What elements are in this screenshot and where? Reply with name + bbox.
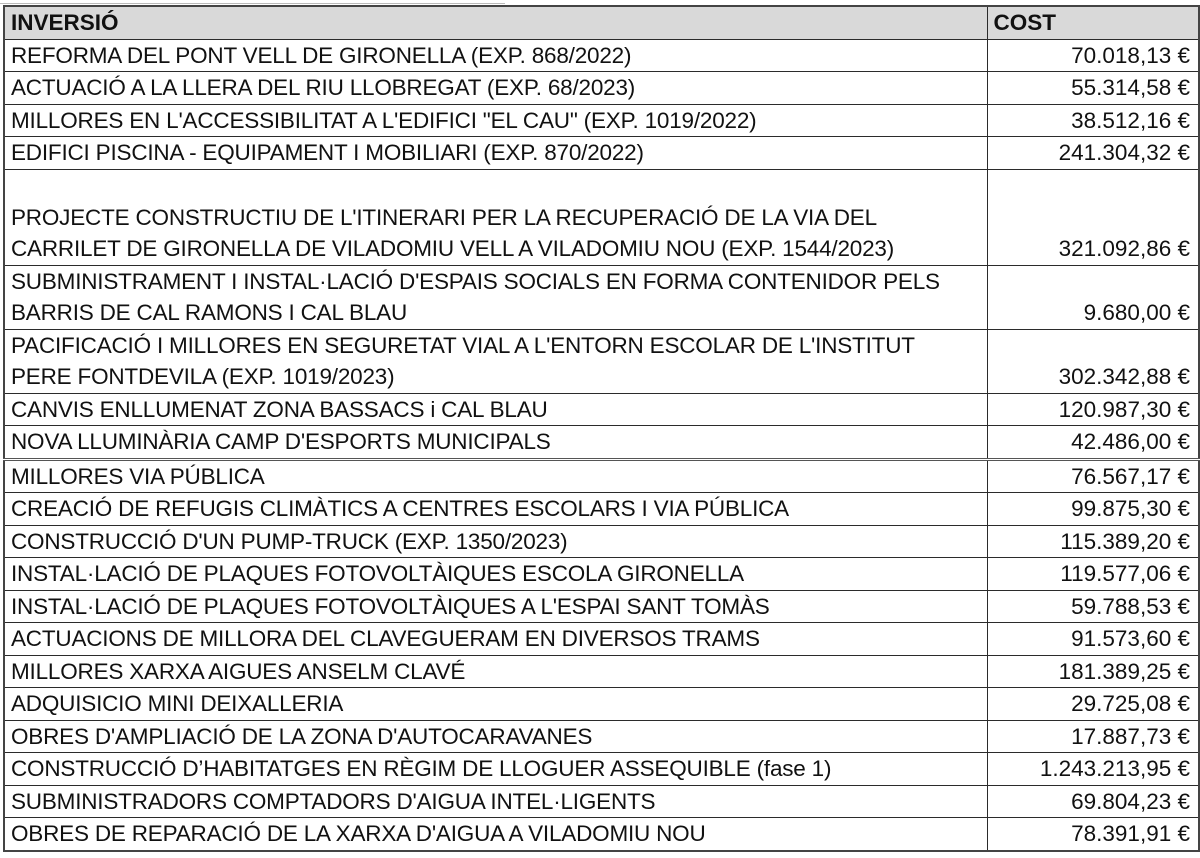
investment-cell: CONSTRUCCIÓ D’HABITATGES EN RÈGIM DE LLOGUER ASSEQUIBLE (fase 1) [4, 753, 987, 786]
cost-cell: 321.092,86 € [987, 169, 1199, 265]
cost-cell: 302.342,88 € [987, 329, 1199, 393]
investment-cell: CANVIS ENLLUMENAT ZONA BASSACS i CAL BLAU [4, 393, 987, 426]
table-row [4, 72, 1199, 105]
table-row [4, 558, 1199, 591]
cost-cell: 181.389,25 € [987, 655, 1199, 688]
table-row [4, 137, 1199, 170]
investment-cell: INSTAL·LACIÓ DE PLAQUES FOTOVOLTÀIQUES A L'ESPAI SANT TOMÀS [4, 590, 987, 623]
investment-cell: MILLORES VIA PÚBLICA [4, 459, 987, 493]
cost-cell: 115.389,20 € [987, 525, 1199, 558]
investment-cell: CREACIÓ DE REFUGIS CLIMÀTICS A CENTRES ESCOLARS I VIA PÚBLICA [4, 493, 987, 526]
cost-cell: 78.391,91 € [987, 818, 1199, 851]
investment-cell: CONSTRUCCIÓ D'UN PUMP-TRUCK (EXP. 1350/2023) [4, 525, 987, 558]
investment-cell: NOVA LLUMINÀRIA CAMP D'ESPORTS MUNICIPALS [4, 426, 987, 460]
table-row [4, 393, 1199, 426]
table-row [4, 104, 1199, 137]
table-row [4, 818, 1199, 851]
cost-cell: 241.304,32 € [987, 137, 1199, 170]
cost-cell: 99.875,30 € [987, 493, 1199, 526]
table-row [4, 655, 1199, 688]
table-row [4, 785, 1199, 818]
table-row [4, 590, 1199, 623]
cost-cell: 17.887,73 € [987, 720, 1199, 753]
table-row [4, 493, 1199, 526]
investment-cell: OBRES DE REPARACIÓ DE LA XARXA D'AIGUA A VILADOMIU NOU [4, 818, 987, 851]
cost-cell: 59.788,53 € [987, 590, 1199, 623]
top-divider [0, 0, 505, 4]
table-row [4, 623, 1199, 656]
cost-cell: 120.987,30 € [987, 393, 1199, 426]
table-row [4, 459, 1199, 493]
cost-cell: 69.804,23 € [987, 785, 1199, 818]
cost-cell: 38.512,16 € [987, 104, 1199, 137]
investment-cell: EDIFICI PISCINA - EQUIPAMENT I MOBILIARI (EXP. 870/2022) [4, 137, 987, 170]
table-row [4, 688, 1199, 721]
investment-cell: REFORMA DEL PONT VELL DE GIRONELLA (EXP. 868/2022) [4, 39, 987, 72]
cost-cell: 76.567,17 € [987, 459, 1199, 493]
table-row [4, 169, 1199, 265]
table-row [4, 39, 1199, 72]
investment-cell: SUBMINISTRAMENT I INSTAL·LACIÓ D'ESPAIS SOCIALS EN FORMA CONTENIDOR PELS BARRIS DE CAL RAMONS I CAL BLAU [4, 265, 987, 329]
header-cost: COST [987, 6, 1199, 39]
investment-cell: INSTAL·LACIÓ DE PLAQUES FOTOVOLTÀIQUES ESCOLA GIRONELLA [4, 558, 987, 591]
table-row [4, 720, 1199, 753]
table-row [4, 265, 1199, 329]
investment-cell: ACTUACIÓ A LA LLERA DEL RIU LLOBREGAT (EXP. 68/2023) [4, 72, 987, 105]
cost-cell: 29.725,08 € [987, 688, 1199, 721]
table-header-row [4, 6, 1199, 39]
investment-cell: OBRES D'AMPLIACIÓ DE LA ZONA D'AUTOCARAVANES [4, 720, 987, 753]
table-row [4, 753, 1199, 786]
investment-cell: ADQUISICIO MINI DEIXALLERIA [4, 688, 987, 721]
investment-cell: MILLORES XARXA AIGUES ANSELM CLAVÉ [4, 655, 987, 688]
cost-cell: 55.314,58 € [987, 72, 1199, 105]
table-row [4, 329, 1199, 393]
header-investment: INVERSIÓ [4, 6, 987, 39]
investments-table [3, 5, 1200, 852]
cost-cell: 119.577,06 € [987, 558, 1199, 591]
cost-cell: 91.573,60 € [987, 623, 1199, 656]
cost-cell: 9.680,00 € [987, 265, 1199, 329]
investment-cell: PROJECTE CONSTRUCTIU DE L'ITINERARI PER LA RECUPERACIÓ DE LA VIA DEL CARRILET DE GIRONELLA DE VILADOMIU VELL A VILADOMIU NOU (EXP. 1544/2023) [4, 169, 987, 265]
table-row [4, 426, 1199, 460]
investment-cell: PACIFICACIÓ I MILLORES EN SEGURETAT VIAL A L'ENTORN ESCOLAR DE L'INSTITUT PERE FONTDEVILA (EXP. 1019/2023) [4, 329, 987, 393]
table-row [4, 525, 1199, 558]
cost-cell: 42.486,00 € [987, 426, 1199, 460]
cost-cell: 1.243.213,95 € [987, 753, 1199, 786]
investment-cell: ACTUACIONS DE MILLORA DEL CLAVEGUERAM EN DIVERSOS TRAMS [4, 623, 987, 656]
investment-cell: MILLORES EN L'ACCESSIBILITAT A L'EDIFICI "EL CAU" (EXP. 1019/2022) [4, 104, 987, 137]
investment-cell: SUBMINISTRADORS COMPTADORS D'AIGUA INTEL·LIGENTS [4, 785, 987, 818]
cost-cell: 70.018,13 € [987, 39, 1199, 72]
